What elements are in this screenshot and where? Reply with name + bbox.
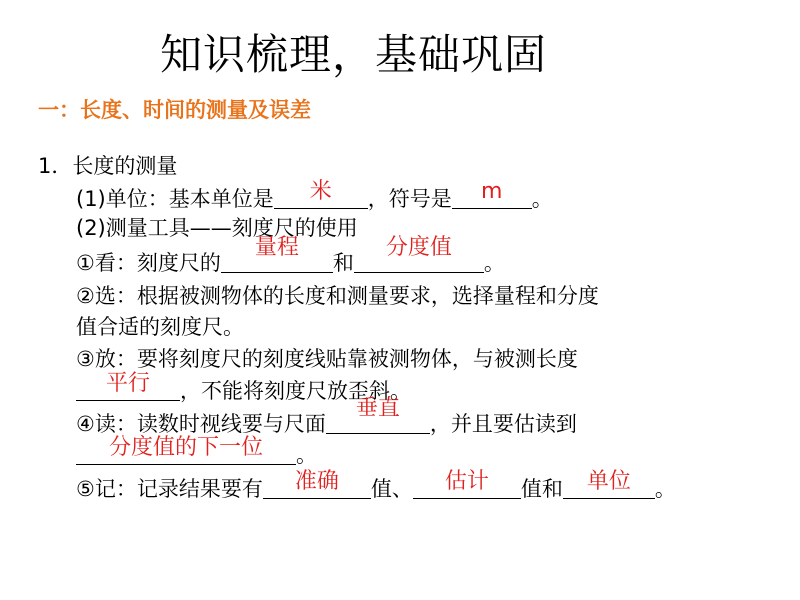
read-blank-1 <box>326 396 430 434</box>
record-mid-2: 值和 <box>520 477 563 501</box>
unit-answer-2: m <box>481 179 503 204</box>
record-answer-3: 单位 <box>586 469 631 494</box>
record-answer-2: 估计 <box>444 469 489 494</box>
read-mid: ，并且要估读到 <box>429 412 577 436</box>
read-answer-2: 分度值的下一位 <box>108 435 263 460</box>
place-blank <box>76 371 180 401</box>
unit-suffix: 。 <box>531 187 553 211</box>
record-blank-2 <box>413 469 521 499</box>
unit-answer-1: 米 <box>309 179 332 204</box>
record-mid-1: 值、 <box>370 477 413 501</box>
record-prefix: ⑤记：记录结果要有 <box>76 477 263 501</box>
unit-blank-1 <box>274 179 368 209</box>
read-blank-2 <box>76 435 296 465</box>
unit-prefix: (1)单位：基本单位是 <box>76 187 274 211</box>
look-line <box>76 235 505 277</box>
look-suffix: 。 <box>483 251 505 275</box>
page-title: 知识梳理，基础巩固 <box>160 30 548 79</box>
record-answer-1: 准确 <box>294 469 339 494</box>
look-prefix: ①看：刻度尺的 <box>76 251 221 275</box>
read-line-2 <box>76 435 317 469</box>
place-line-1: ③放：要将刻度尺的刻度线贴靠被测物体，与被测长度 <box>76 347 578 371</box>
record-line <box>76 469 676 503</box>
place-suffix: ，不能将刻度尺放歪斜。 <box>180 379 411 403</box>
look-answer-1: 量程 <box>254 235 299 260</box>
record-blank-3 <box>563 469 655 499</box>
read-prefix: ④读：读数时视线要与尺面 <box>76 412 326 436</box>
read-suffix: 。 <box>296 443 317 467</box>
read-answer-1: 垂直 <box>355 396 400 421</box>
item-heading: 1．长度的测量 <box>38 154 178 178</box>
choose-line-1: ②选：根据被测物体的长度和测量要求，选择量程和分度 <box>76 284 599 308</box>
section-heading: 一：长度、时间的测量及误差 <box>38 98 311 122</box>
look-answer-2: 分度值 <box>385 235 452 260</box>
unit-mid: ，符号是 <box>367 187 452 211</box>
look-mid: 和 <box>332 251 354 275</box>
choose-line-2: 值合适的刻度尺。 <box>76 315 244 339</box>
unit-blank-2 <box>452 179 532 209</box>
record-suffix: 。 <box>654 477 676 501</box>
place-answer: 平行 <box>105 371 150 396</box>
look-blank-1 <box>221 235 333 273</box>
tool-line: (2)测量工具——刻度尺的使用 <box>76 216 358 240</box>
unit-line <box>76 179 553 213</box>
look-blank-2 <box>354 235 484 273</box>
record-blank-1 <box>263 469 371 499</box>
